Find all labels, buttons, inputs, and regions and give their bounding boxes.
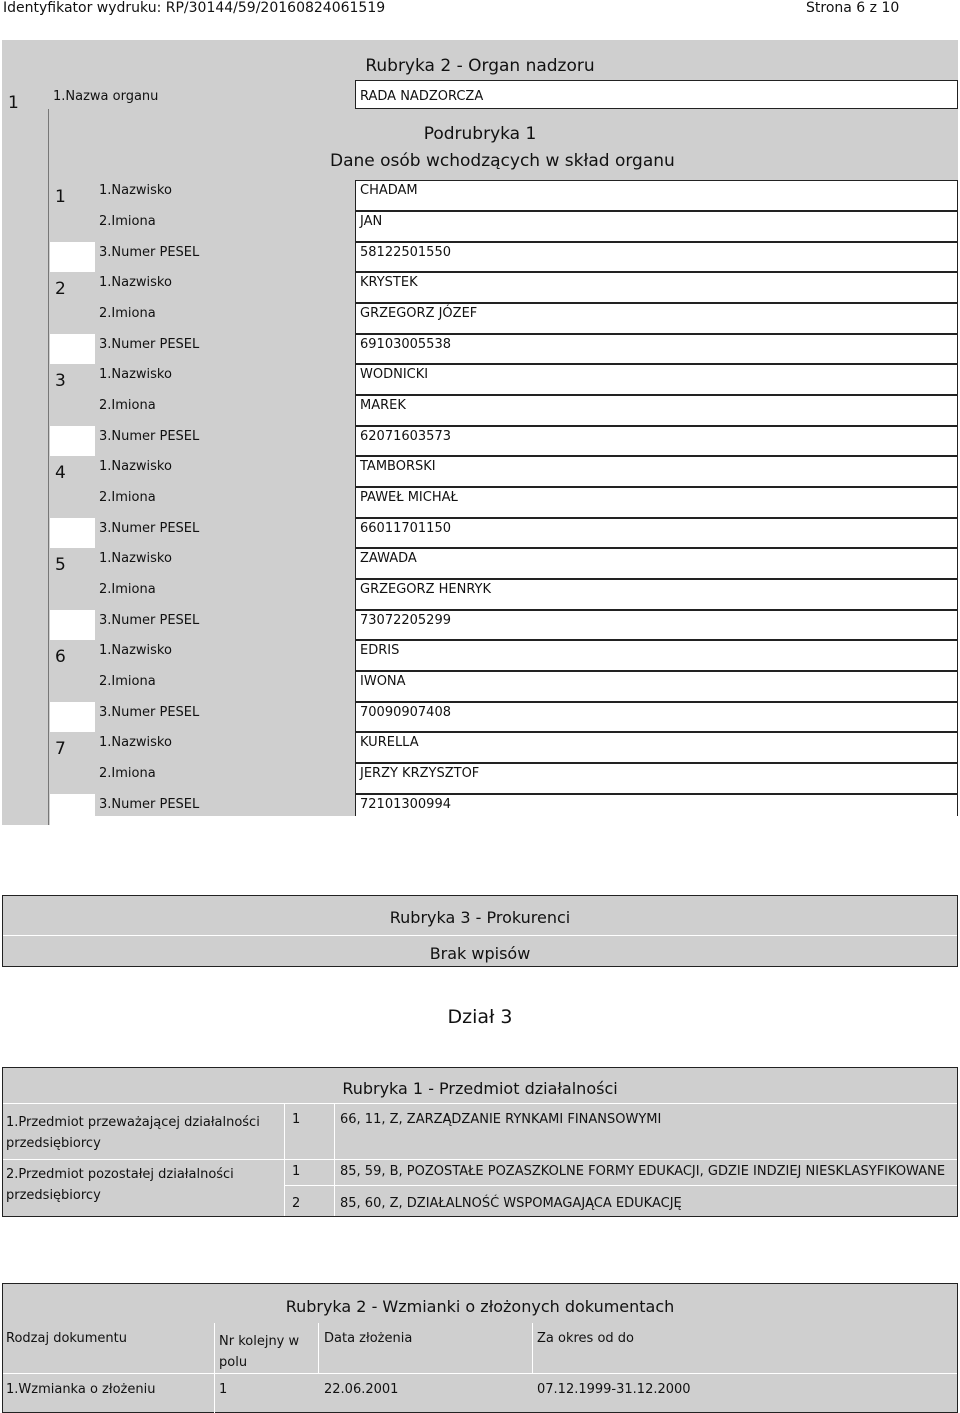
pesel-value: 66011701150 xyxy=(360,521,451,536)
surname-value: KRYSTEK xyxy=(360,275,418,290)
given-names-label: 2.Imiona xyxy=(99,674,156,689)
subsection-title: Podrubryka 1 xyxy=(423,124,537,144)
divider xyxy=(532,1323,533,1373)
column-header-type: Rodzaj dokumentu xyxy=(6,1331,127,1346)
divider xyxy=(285,1185,957,1186)
surname-value: EDRIS xyxy=(360,643,400,658)
page-number: Strona 6 z 10 xyxy=(806,0,900,16)
document-period: 07.12.1999-31.12.2000 xyxy=(537,1382,691,1397)
activity-number: 2 xyxy=(292,1196,301,1211)
pesel-label: 3.Numer PESEL xyxy=(99,337,200,352)
column-header-period: Za okres od do xyxy=(537,1331,634,1346)
activity-text: 85, 60, Z, DZIAŁALNOŚĆ WSPOMAGAJĄCA EDUKACJĘ xyxy=(340,1196,682,1211)
value-box xyxy=(355,548,958,579)
person-number: 3 xyxy=(55,371,66,391)
given-names-value: PAWEŁ MICHAŁ xyxy=(360,490,458,505)
document-date: 22.06.2001 xyxy=(324,1382,399,1397)
surname-value: CHADAM xyxy=(360,183,418,198)
divider xyxy=(334,1104,335,1216)
surname-label: 1.Nazwisko xyxy=(99,643,172,658)
divider xyxy=(284,1104,285,1216)
dzial-title: Dział 3 xyxy=(447,1006,513,1028)
surname-label: 1.Nazwisko xyxy=(99,367,172,382)
spacer xyxy=(50,242,95,272)
divider xyxy=(3,1103,957,1104)
surname-label: 1.Nazwisko xyxy=(99,275,172,290)
given-names-label: 2.Imiona xyxy=(99,766,156,781)
value-box xyxy=(355,211,958,242)
pesel-value: 73072205299 xyxy=(360,613,451,628)
pesel-value: 62071603573 xyxy=(360,429,451,444)
section-title: Rubryka 2 - Organ nadzoru xyxy=(365,56,595,76)
other-activity-label: 2.Przedmiot pozostałej działalności przedsiębiorcy xyxy=(6,1167,234,1203)
activity-number: 1 xyxy=(292,1112,301,1127)
divider xyxy=(318,1323,319,1373)
document-number: 1 xyxy=(219,1382,228,1397)
organ-name-label: 1.Nazwa organu xyxy=(53,89,159,104)
pesel-label: 3.Numer PESEL xyxy=(99,521,200,536)
pesel-value: 58122501550 xyxy=(360,245,451,260)
value-box xyxy=(355,395,958,426)
subsection-subtitle: Dane osób wchodzących w skład organu xyxy=(330,151,675,171)
section-title: Rubryka 3 - Prokurenci xyxy=(389,908,571,927)
print-identifier: Identyfikator wydruku: RP/30144/59/20160824061519 xyxy=(3,0,386,16)
given-names-label: 2.Imiona xyxy=(99,582,156,597)
pesel-label: 3.Numer PESEL xyxy=(99,797,200,812)
section-title: Rubryka 1 - Przedmiot działalności xyxy=(342,1079,618,1098)
person-number: 4 xyxy=(55,463,66,483)
surname-label: 1.Nazwisko xyxy=(99,183,172,198)
pesel-label: 3.Numer PESEL xyxy=(99,245,200,260)
section-title: Rubryka 2 - Wzmianki o złożonych dokumentach xyxy=(285,1297,675,1316)
divider xyxy=(214,1323,215,1413)
surname-value: ZAWADA xyxy=(360,551,417,566)
person-number: 5 xyxy=(55,555,66,575)
column-header-date: Data złożenia xyxy=(324,1331,413,1346)
value-box xyxy=(355,272,958,303)
pesel-value: 69103005538 xyxy=(360,337,451,352)
person-number: 1 xyxy=(55,187,66,207)
given-names-label: 2.Imiona xyxy=(99,214,156,229)
activity-text: 66, 11, Z, ZARZĄDZANIE RYNKAMI FINANSOWYMI xyxy=(340,1112,662,1127)
given-names-value: GRZEGORZ HENRYK xyxy=(360,582,491,597)
given-names-label: 2.Imiona xyxy=(99,398,156,413)
spacer xyxy=(50,518,95,548)
pesel-label: 3.Numer PESEL xyxy=(99,705,200,720)
person-number: 2 xyxy=(55,279,66,299)
given-names-value: JAN xyxy=(360,214,383,229)
surname-label: 1.Nazwisko xyxy=(99,459,172,474)
spacer xyxy=(50,610,95,640)
value-box xyxy=(355,180,958,211)
given-names-label: 2.Imiona xyxy=(99,306,156,321)
section-footer-strip xyxy=(50,816,958,825)
divider xyxy=(48,109,49,825)
pesel-label: 3.Numer PESEL xyxy=(99,429,200,444)
divider xyxy=(3,1373,957,1374)
value-box xyxy=(355,640,958,671)
pesel-value: 70090907408 xyxy=(360,705,451,720)
activity-text: 85, 59, B, POZOSTAŁE POZASZKOLNE FORMY EDUKACJI, GDZIE INDZIEJ NIESKLASYFIKOWANE xyxy=(340,1164,946,1179)
row-number: 1 xyxy=(8,93,19,113)
spacer xyxy=(50,334,95,364)
column-header-number: Nr kolejny w polu xyxy=(219,1334,300,1370)
divider xyxy=(3,935,957,936)
given-names-label: 2.Imiona xyxy=(99,490,156,505)
surname-value: KURELLA xyxy=(360,735,419,750)
spacer xyxy=(50,426,95,456)
organ-name-value: RADA NADZORCZA xyxy=(360,89,484,104)
pesel-value: 72101300994 xyxy=(360,797,451,812)
value-box xyxy=(355,732,958,763)
surname-label: 1.Nazwisko xyxy=(99,735,172,750)
value-box xyxy=(355,671,958,702)
surname-value: TAMBORSKI xyxy=(360,459,436,474)
pesel-label: 3.Numer PESEL xyxy=(99,613,200,628)
value-box xyxy=(355,456,958,487)
empty-notice: Brak wpisów xyxy=(429,944,531,963)
surname-label: 1.Nazwisko xyxy=(99,551,172,566)
spacer xyxy=(50,702,95,732)
surname-value: WODNICKI xyxy=(360,367,429,382)
person-number: 6 xyxy=(55,647,66,667)
document-type: 1.Wzmianka o złożeniu xyxy=(6,1382,156,1397)
activity-number: 1 xyxy=(292,1164,301,1179)
given-names-value: JERZY KRZYSZTOF xyxy=(360,766,480,781)
given-names-value: IWONA xyxy=(360,674,406,689)
value-box xyxy=(355,364,958,395)
divider xyxy=(3,1159,957,1160)
main-activity-label: 1.Przedmiot przeważającej działalności przedsiębiorcy xyxy=(6,1115,260,1151)
person-number: 7 xyxy=(55,739,66,759)
given-names-value: GRZEGORZ JÓZEF xyxy=(360,306,478,321)
given-names-value: MAREK xyxy=(360,398,406,413)
